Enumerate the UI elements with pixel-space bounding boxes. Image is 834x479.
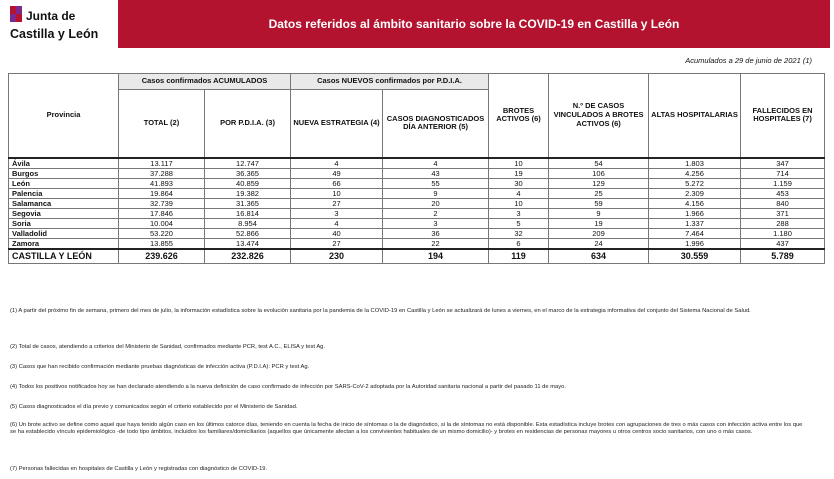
cell-nueva-estrategia: 3 <box>291 208 383 218</box>
row-province: Salamanca <box>9 198 119 208</box>
total-label: CASTILLA Y LEÓN <box>9 249 119 264</box>
row-province: Zamora <box>9 238 119 249</box>
table-row <box>9 218 825 228</box>
table-row <box>9 188 825 198</box>
cell-nueva-estrategia: 27 <box>291 198 383 208</box>
footnote-4: (4) Todos los positivos notificados hoy se han declarado atendiendo a la nueva definición de caso confirmado de infección por SARS-CoV-2 adoptada por la Autoridad sanitaria nacional a partir del pasado 11 de mayo. <box>10 384 566 390</box>
col-header-fallecidos: FALLECIDOS EN HOSPITALES (7) <box>741 74 825 158</box>
table-row <box>9 198 825 208</box>
group-header-nuevos: Casos NUEVOS confirmados por P.D.I.A. <box>291 74 489 90</box>
col-header-nueva-estrategia: NUEVA ESTRATEGIA (4) <box>291 90 383 158</box>
cell-fallecidos: 453 <box>741 188 825 198</box>
cell-altas: 1.337 <box>649 218 741 228</box>
cell-vinculados: 24 <box>549 238 649 249</box>
logo-text-line1: Junta de <box>26 9 76 23</box>
cell-diagnosticados: 22 <box>383 238 489 249</box>
cell-brotes: 30 <box>489 178 549 188</box>
logo-text-line2: Castilla y León <box>10 27 99 41</box>
col-header-diagnosticados: CASOS DIAGNOSTICADOS DÍA ANTERIOR (5) <box>383 90 489 158</box>
cell-vinculados: 59 <box>549 198 649 208</box>
cell-brotes: 10 <box>489 158 549 169</box>
cell-brotes: 19 <box>489 168 549 178</box>
cell-nueva-estrategia: 66 <box>291 178 383 188</box>
row-province: Ávila <box>9 158 119 169</box>
cell-brotes: 10 <box>489 198 549 208</box>
footnote-7: (7) Personas fallecidas en hospitales de Castilla y León y registradas con diagnóstico de COVID-19. <box>10 466 268 472</box>
cell-fallecidos: 347 <box>741 158 825 169</box>
cell-nueva-estrategia: 49 <box>291 168 383 178</box>
cell-total: 32.739 <box>119 198 205 208</box>
cell-altas: 5.272 <box>649 178 741 188</box>
row-province: León <box>9 178 119 188</box>
junta-logo <box>6 4 126 48</box>
row-province: Segovia <box>9 208 119 218</box>
table-body <box>9 158 825 264</box>
cell-diagnosticados: 20 <box>383 198 489 208</box>
cell-diagnosticados: 55 <box>383 178 489 188</box>
cell-por-pdia: 12.747 <box>205 158 291 169</box>
col-header-por-pdia: POR P.D.I.A. (3) <box>205 90 291 158</box>
cell-diagnosticados: 36 <box>383 228 489 238</box>
banner-title: Datos referidos al ámbito sanitario sobre la COVID-19 en Castilla y León <box>268 17 680 31</box>
total-fallecidos: 5.789 <box>741 249 825 264</box>
table-row <box>9 168 825 178</box>
cell-brotes: 4 <box>489 188 549 198</box>
cell-por-pdia: 40.859 <box>205 178 291 188</box>
cell-total: 17.846 <box>119 208 205 218</box>
cell-fallecidos: 1.159 <box>741 178 825 188</box>
covid-data-table <box>8 73 825 264</box>
table-row <box>9 238 825 249</box>
cell-nueva-estrategia: 4 <box>291 218 383 228</box>
total-row <box>9 249 825 264</box>
table-row <box>9 158 825 169</box>
cell-altas: 7.464 <box>649 228 741 238</box>
cell-fallecidos: 371 <box>741 208 825 218</box>
total-diagnosticados: 194 <box>383 249 489 264</box>
cell-vinculados: 25 <box>549 188 649 198</box>
col-header-provincia: Provincia <box>9 74 119 158</box>
cell-por-pdia: 52.866 <box>205 228 291 238</box>
total-vinculados: 634 <box>549 249 649 264</box>
accumulated-date-label: Acumulados a 29 de junio de 2021 (1) <box>685 56 812 65</box>
cell-vinculados: 54 <box>549 158 649 169</box>
row-province: Soria <box>9 218 119 228</box>
cell-vinculados: 106 <box>549 168 649 178</box>
cell-diagnosticados: 4 <box>383 158 489 169</box>
cell-altas: 2.309 <box>649 188 741 198</box>
cell-total: 37.288 <box>119 168 205 178</box>
cell-por-pdia: 31.365 <box>205 198 291 208</box>
cell-nueva-estrategia: 4 <box>291 158 383 169</box>
cell-vinculados: 19 <box>549 218 649 228</box>
table-row <box>9 208 825 218</box>
cell-por-pdia: 16.814 <box>205 208 291 218</box>
title-banner <box>118 0 830 48</box>
coat-of-arms-icon <box>10 6 22 22</box>
cell-brotes: 6 <box>489 238 549 249</box>
cell-altas: 1.803 <box>649 158 741 169</box>
cell-diagnosticados: 43 <box>383 168 489 178</box>
cell-vinculados: 209 <box>549 228 649 238</box>
cell-fallecidos: 714 <box>741 168 825 178</box>
total-por-pdia: 232.826 <box>205 249 291 264</box>
cell-brotes: 5 <box>489 218 549 228</box>
col-header-vinculados: N.º DE CASOS VINCULADOS A BROTES ACTIVOS (6) <box>549 74 649 158</box>
cell-diagnosticados: 3 <box>383 218 489 228</box>
row-province: Valladolid <box>9 228 119 238</box>
cell-vinculados: 9 <box>549 208 649 218</box>
cell-altas: 1.966 <box>649 208 741 218</box>
cell-total: 53.220 <box>119 228 205 238</box>
total-altas: 30.559 <box>649 249 741 264</box>
total-nueva-estrategia: 230 <box>291 249 383 264</box>
cell-altas: 1.996 <box>649 238 741 249</box>
cell-nueva-estrategia: 27 <box>291 238 383 249</box>
cell-por-pdia: 8.954 <box>205 218 291 228</box>
row-province: Palencia <box>9 188 119 198</box>
cell-diagnosticados: 2 <box>383 208 489 218</box>
cell-nueva-estrategia: 10 <box>291 188 383 198</box>
cell-total: 19.864 <box>119 188 205 198</box>
cell-total: 13.855 <box>119 238 205 249</box>
footnote-2: (2) Total de casos, atendiendo a criterios del Ministerio de Sanidad, confirmados mediante PCR, test A.C., ELISA y test Ag. <box>10 344 326 350</box>
cell-altas: 4.156 <box>649 198 741 208</box>
col-header-brotes: BROTES ACTIVOS (6) <box>489 74 549 158</box>
cell-total: 41.893 <box>119 178 205 188</box>
cell-diagnosticados: 9 <box>383 188 489 198</box>
footnote-3: (3) Casos que han recibido confirmación mediante pruebas diagnósticas de infección activa (P.D.I.A): PCR y test Ag. <box>10 364 310 370</box>
total-brotes: 119 <box>489 249 549 264</box>
table-row <box>9 178 825 188</box>
cell-vinculados: 129 <box>549 178 649 188</box>
group-header-acumulados: Casos confirmados ACUMULADOS <box>119 74 291 90</box>
cell-fallecidos: 840 <box>741 198 825 208</box>
cell-por-pdia: 36.365 <box>205 168 291 178</box>
footnote-1: (1) A partir del próximo fin de semana, primero del mes de julio, la información estadística sobre la evolución sanitaria por la pandemia de la COVID-19 en Castilla y León se actualizará de lunes a viernes, en el marco de la estrategia informativa del conjunto del Sistema Nacional de Salud. <box>10 308 751 314</box>
footnote-5: (5) Casos diagnosticados el día previo y comunicados según el criterio establecido por el Ministerio de Sanidad. <box>10 404 298 410</box>
row-province: Burgos <box>9 168 119 178</box>
cell-total: 10.004 <box>119 218 205 228</box>
table-row <box>9 228 825 238</box>
cell-nueva-estrategia: 40 <box>291 228 383 238</box>
cell-brotes: 32 <box>489 228 549 238</box>
footnote-6: (6) Un brote activo se define como aquel que haya tenido algún caso en los últimos catorce días, teniendo en cuenta la fecha de inicio de síntomas o la de diagnóstico, si la de síntomas no está disponible. Esta estadística incluye brotes con agrupaciones de tres o más casos con infección activa entre los que se ha establecido vínculo epidemiológico -de todo tipo ámbitos, incluidos los familiares/domiciliarios (aquellos que únicamente afectan a los convivientes habituales de un mismo domicilio)- y brotes en residencias de personas mayores u otros centros socio sanitarios, con uno o más casos. <box>10 422 803 436</box>
cell-por-pdia: 13.474 <box>205 238 291 249</box>
col-header-altas: ALTAS HOSPITALARIAS <box>649 74 741 158</box>
cell-altas: 4.256 <box>649 168 741 178</box>
cell-fallecidos: 1.180 <box>741 228 825 238</box>
cell-fallecidos: 437 <box>741 238 825 249</box>
col-header-total: TOTAL (2) <box>119 90 205 158</box>
cell-fallecidos: 288 <box>741 218 825 228</box>
total-total: 239.626 <box>119 249 205 264</box>
cell-brotes: 3 <box>489 208 549 218</box>
cell-total: 13.117 <box>119 158 205 169</box>
cell-por-pdia: 19.382 <box>205 188 291 198</box>
